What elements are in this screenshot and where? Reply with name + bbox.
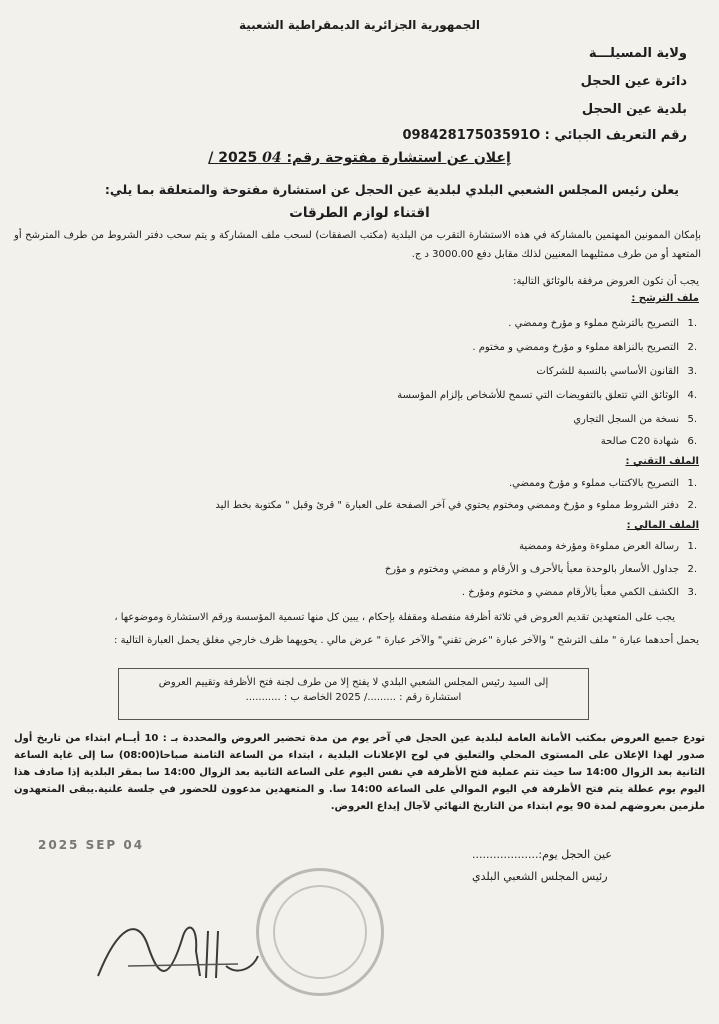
envelope-label-line2: استشارة رقم : ........./ 2025 الخاصة ب : ........... xyxy=(245,692,462,703)
handwritten-signature xyxy=(88,906,268,1000)
candidature-item: .1التصريح بالترشح مملوء و مؤرخ وممضي . xyxy=(508,318,697,329)
financial-heading: الملف المالي : xyxy=(626,520,699,531)
candidature-item: .4الوثائق التي تتعلق بالتفويضات التي تسمح للأشخاص بإلزام المؤسسة xyxy=(397,390,697,401)
commune-label: بلدية عين الحجل xyxy=(581,102,687,117)
tax-id-value: 09842817503591O xyxy=(402,128,541,143)
participation-paragraph: بإمكان الممونين المهتمين بالمشاركة في هذه الاستشارة التقرب من البلدية (مكتب الصفقات) لسحب ملف المشاركة و يتم سحب دفتر الشروط من طرف المترشح أو المتعهد أو من طرف ممثليهما المعنيين لذلك مقابل دفع 3000.00 د ج. xyxy=(14,230,701,260)
subject-text: اقتناء لوازم الطرقات xyxy=(289,205,430,221)
daira-label: دائرة عين الحجل xyxy=(580,74,687,89)
technical-item: .2دفتر الشروط مملوء و مؤرخ وممضي ومختوم يحتوي في آخر الصفحة على العبارة " قرئ وقبل " مكتوبة بخط اليد xyxy=(215,500,697,511)
tax-id-line xyxy=(402,128,687,143)
financial-item: .3الكشف الكمي معبأ بالأرقام ممضي و مختوم ومؤرخ . xyxy=(461,587,697,598)
envelope-instructions-1: يجب على المتعهدين تقديم العروض في ثلاثة أظرفة منفصلة ومقفلة بإحكام ، يبين كل منها تسمية المؤسسة ورقم الاستشارة وموضوعها ، xyxy=(114,612,675,623)
received-date-stamp: 2025 SEP 04 xyxy=(38,838,145,852)
financial-item: .1رسالة العرض مملوءة ومؤرخة وممضية xyxy=(519,541,697,552)
candidature-item: .3القانون الأساسي بالنسبة للشركات xyxy=(536,366,697,377)
wilaya-label: ولاية المسيلـــة xyxy=(588,46,687,61)
tax-id-label: رقم التعريف الجبائي : xyxy=(544,128,687,143)
required-docs-text: يجب أن تكون العروض مرفقة بالوثائق التالية: xyxy=(513,276,699,287)
technical-heading: الملف التقني : xyxy=(625,456,699,467)
technical-item: .1التصريح بالاكتتاب مملوء و مؤرخ وممضي. xyxy=(508,478,697,489)
signature-place-date: عين الحجل يوم:................... xyxy=(472,848,612,861)
submission-paragraph: تودع جميع العروض بمكتب الأمانة العامة لبلدية عين الحجل في آخر يوم من مدة تحضير العروض والمحددة بـ : 10 أيــام ابتداء من تاريخ أول صدور لهذا الإعلان على المستوى المحلي والتعليق في لوح الإعلانات البلدية ، ابتداء من الساعة الثامنة صباحا(08:00) سا إلى غاية الساعة الثانية بعد الزوال 14:00 سا حيث تتم عملية فتح الأظرفة في نفس اليوم على الساعة الثانية بعد الزوال 14:00 سا بمقر البلدية إذا صادف هذا اليوم يوم عطلة يتم فتح الأظرفة في اليوم الموالي على الساعة 14:00 سا. و المتعهدين مدعوون للحضور في جلسة علنية.يبقى المتعهدون ملزمين بعروضهم لمدة 90 يوم ابتداء من التاريخ النهائي لآجال إيداع العروض. xyxy=(14,733,705,812)
financial-item: .2جداول الأسعار بالوحدة معبأ بالأحرف و الأرقام و ممضي ومختوم و مؤرخ xyxy=(384,564,697,575)
official-seal-stamp xyxy=(256,868,384,996)
envelope-label-line1: إلى السيد رئيس المجلس الشعبي البلدي لا يفتح إلا من طرف لجنة فتح الأظرفة وتقييم العروض xyxy=(158,677,549,688)
candidature-item: .6شهادة C20 صالحة xyxy=(600,436,697,447)
announcement-title xyxy=(0,150,719,166)
title-prefix: إعلان عن استشارة مفتوحة رقم: xyxy=(286,150,511,166)
candidature-item: .2التصريح بالنزاهة مملوء و مؤرخ وممضي و مختوم . xyxy=(472,342,697,353)
title-year: 2025 / xyxy=(208,150,258,166)
candidature-item: .5نسخة من السجل التجاري xyxy=(573,414,697,425)
intro-text: يعلن رئيس المجلس الشعبي البلدي لبلدية عين الحجل عن استشارة مفتوحة والمتعلقة بما يلي: xyxy=(104,182,679,197)
title-number: 04 xyxy=(262,150,282,166)
envelope-label-box xyxy=(118,668,589,720)
envelope-instructions-2: يحمل أحدهما عبارة " ملف الترشح " والآخر عبارة "عرض تقني" والآخر عبارة " عرض مالي . يحويهما ظرف خارجي مغلق يحمل العبارة التالية : xyxy=(114,635,699,646)
republic-heading: الجمهورية الجزائرية الديمقراطية الشعبية xyxy=(238,18,481,32)
candidature-heading: ملف الترشح : xyxy=(631,293,699,304)
signature-title: رئيس المجلس الشعبي البلدي xyxy=(472,870,608,883)
